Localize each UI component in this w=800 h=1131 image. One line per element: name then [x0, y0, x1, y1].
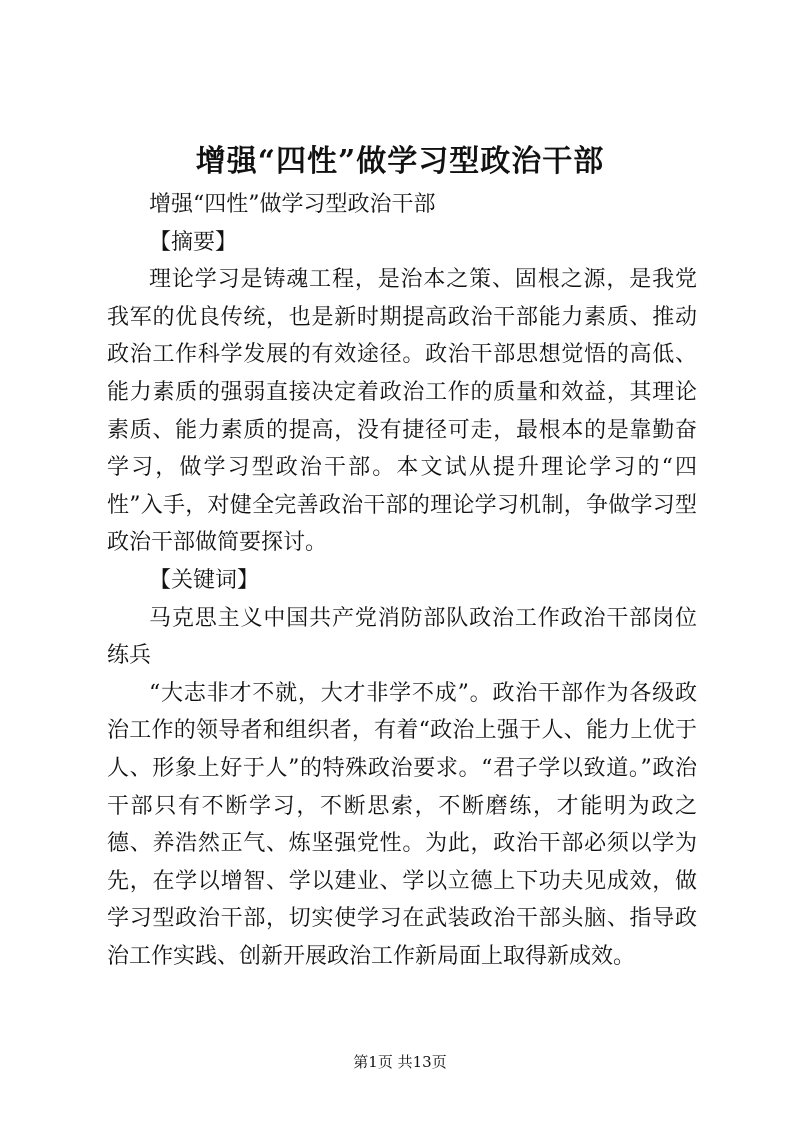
- document-title: 增强“四性”做学习型政治干部: [195, 144, 605, 179]
- body-paragraph: “大志非才不就，大才非学不成”。政治干部作为各级政治工作的领导者和组织者，有着“政治上强于人、能力上优于人、形象上好于人”的特殊政治要求。“君子学以致道。”政治干部只有不断学习，不断思索，不断磨练，才能明为政之德、养浩然正气、炼坚强党性。为此，政治干部必须以学为先，在学以增智、学以建业、学以立德上下功夫见成效，做学习型政治干部，切实使学习在武装政治干部头脑、指导政治工作实践、创新开展政治工作新局面上取得新成效。: [107, 680, 697, 969]
- keywords-paragraph: 马克思主义中国共产党消防部队政治工作政治干部岗位练兵: [107, 605, 697, 669]
- page-footer: 第1页 共13页: [353, 1053, 447, 1071]
- keywords-heading: 【关键词】: [149, 567, 260, 593]
- document-body: [107, 186, 697, 975]
- abstract-paragraph: 理论学习是铸魂工程，是治本之策、固根之源，是我党我军的优良传统，也是新时期提高政治干部能力素质、推动政治工作科学发展的有效途径。政治干部思想觉悟的高低、能力素质的强弱直接决定着政治工作的质量和效益，其理论素质、能力素质的提高，没有捷径可走，最根本的是靠勤奋学习，做学习型政治干部。本文试从提升理论学习的“四性”入手，对健全完善政治干部的理论学习机制，争做学习型政治干部做简要探讨。: [107, 267, 697, 556]
- abstract-heading: 【摘要】: [149, 229, 238, 255]
- document-subtitle: 增强“四性”做学习型政治干部: [149, 192, 436, 217]
